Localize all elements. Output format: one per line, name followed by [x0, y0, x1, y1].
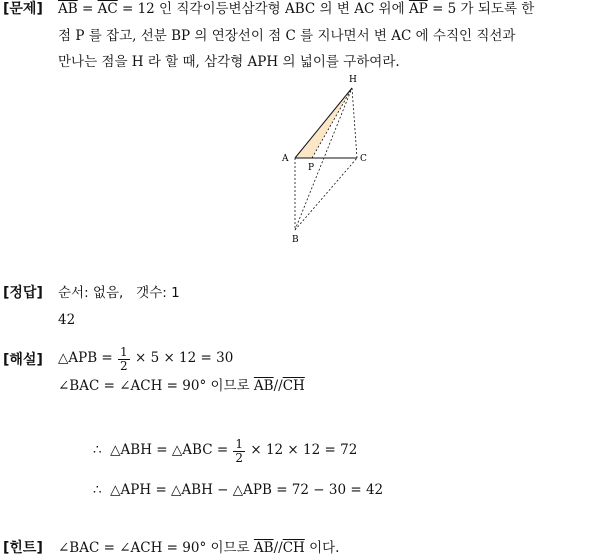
hint-pre: ∠BAC = ∠ACH = 90° 이므로	[58, 540, 254, 556]
solution-3-post: × 12 × 12 = 72	[246, 442, 358, 459]
label-p: P	[308, 163, 315, 173]
solution-line-1	[58, 346, 233, 372]
segment-ap: $\overline{AP}$	[408, 1, 428, 17]
segment-bc-line	[295, 158, 357, 230]
problem-tag: [문제]	[3, 1, 43, 17]
segment-ah-line	[295, 88, 352, 158]
solution-line-3	[93, 438, 357, 464]
answer-value: 42	[58, 312, 76, 328]
solution-3-pre: ∴ △ABH = △ABC =	[93, 442, 233, 459]
segment-ch: $\overline{CH}$	[282, 378, 305, 394]
answer-tag: [정답]	[3, 285, 43, 301]
solution-1-post: × 5 × 12 = 30	[130, 350, 234, 367]
fraction-half	[233, 438, 245, 464]
problem-line-3: 만나는 점을 H 라 할 때, 삼각형 APH 의 넓이를 구하여라.	[58, 54, 400, 70]
label-b: B	[292, 235, 299, 245]
problem-text-2: = 5 가 되도록 한	[427, 1, 535, 17]
segment-ab: $\overline{AB}$	[58, 1, 78, 17]
segment-ph-line	[312, 88, 352, 158]
solution-line-4: ∴ △APH = △ABH − △APB = 72 − 30 = 42	[93, 482, 384, 498]
hint-tag: [힌트]	[3, 540, 43, 556]
solution-line-2	[58, 380, 305, 394]
fraction-num: 1	[120, 345, 128, 359]
fraction-num: 1	[235, 437, 244, 451]
label-a: A	[282, 154, 289, 164]
problem-text-1: = 12 인 직각이등변삼각형 ABC 의 변 AC 위에	[117, 1, 409, 17]
label-c: C	[360, 154, 367, 164]
segment-ac: $\overline{AC}$	[97, 1, 118, 17]
answer-meta: 순서: 없음, 갯수: 1	[58, 285, 180, 301]
problem-line-2: 점 P 를 잡고, 선분 BP 의 연장선이 점 C 를 지나면서 변 AC 에 수직인 직선과	[58, 28, 516, 44]
parallel-sign: //	[273, 378, 283, 394]
segment-ch-line	[352, 88, 357, 158]
solution-1-pre: △APB =	[58, 350, 118, 367]
solution-2-pre: ∠BAC = ∠ACH = 90° 이므로	[58, 378, 254, 394]
hint-line	[58, 542, 339, 556]
geometry-figure	[270, 70, 380, 250]
fraction-den: 2	[235, 450, 244, 465]
segment-ab: $\overline{AB}$	[253, 540, 274, 556]
segment-ab: $\overline{AB}$	[253, 378, 274, 394]
parallel-sign: //	[273, 540, 283, 556]
label-h: H	[349, 75, 357, 85]
segment-ch: $\overline{CH}$	[282, 540, 305, 556]
fraction-half	[118, 346, 130, 372]
problem-line-1	[58, 3, 534, 17]
equals: =	[77, 1, 98, 17]
solution-tag: [해설]	[3, 352, 43, 368]
hint-post: 이다.	[304, 540, 340, 556]
fraction-den: 2	[120, 358, 128, 373]
segment-bh-line	[295, 88, 352, 230]
